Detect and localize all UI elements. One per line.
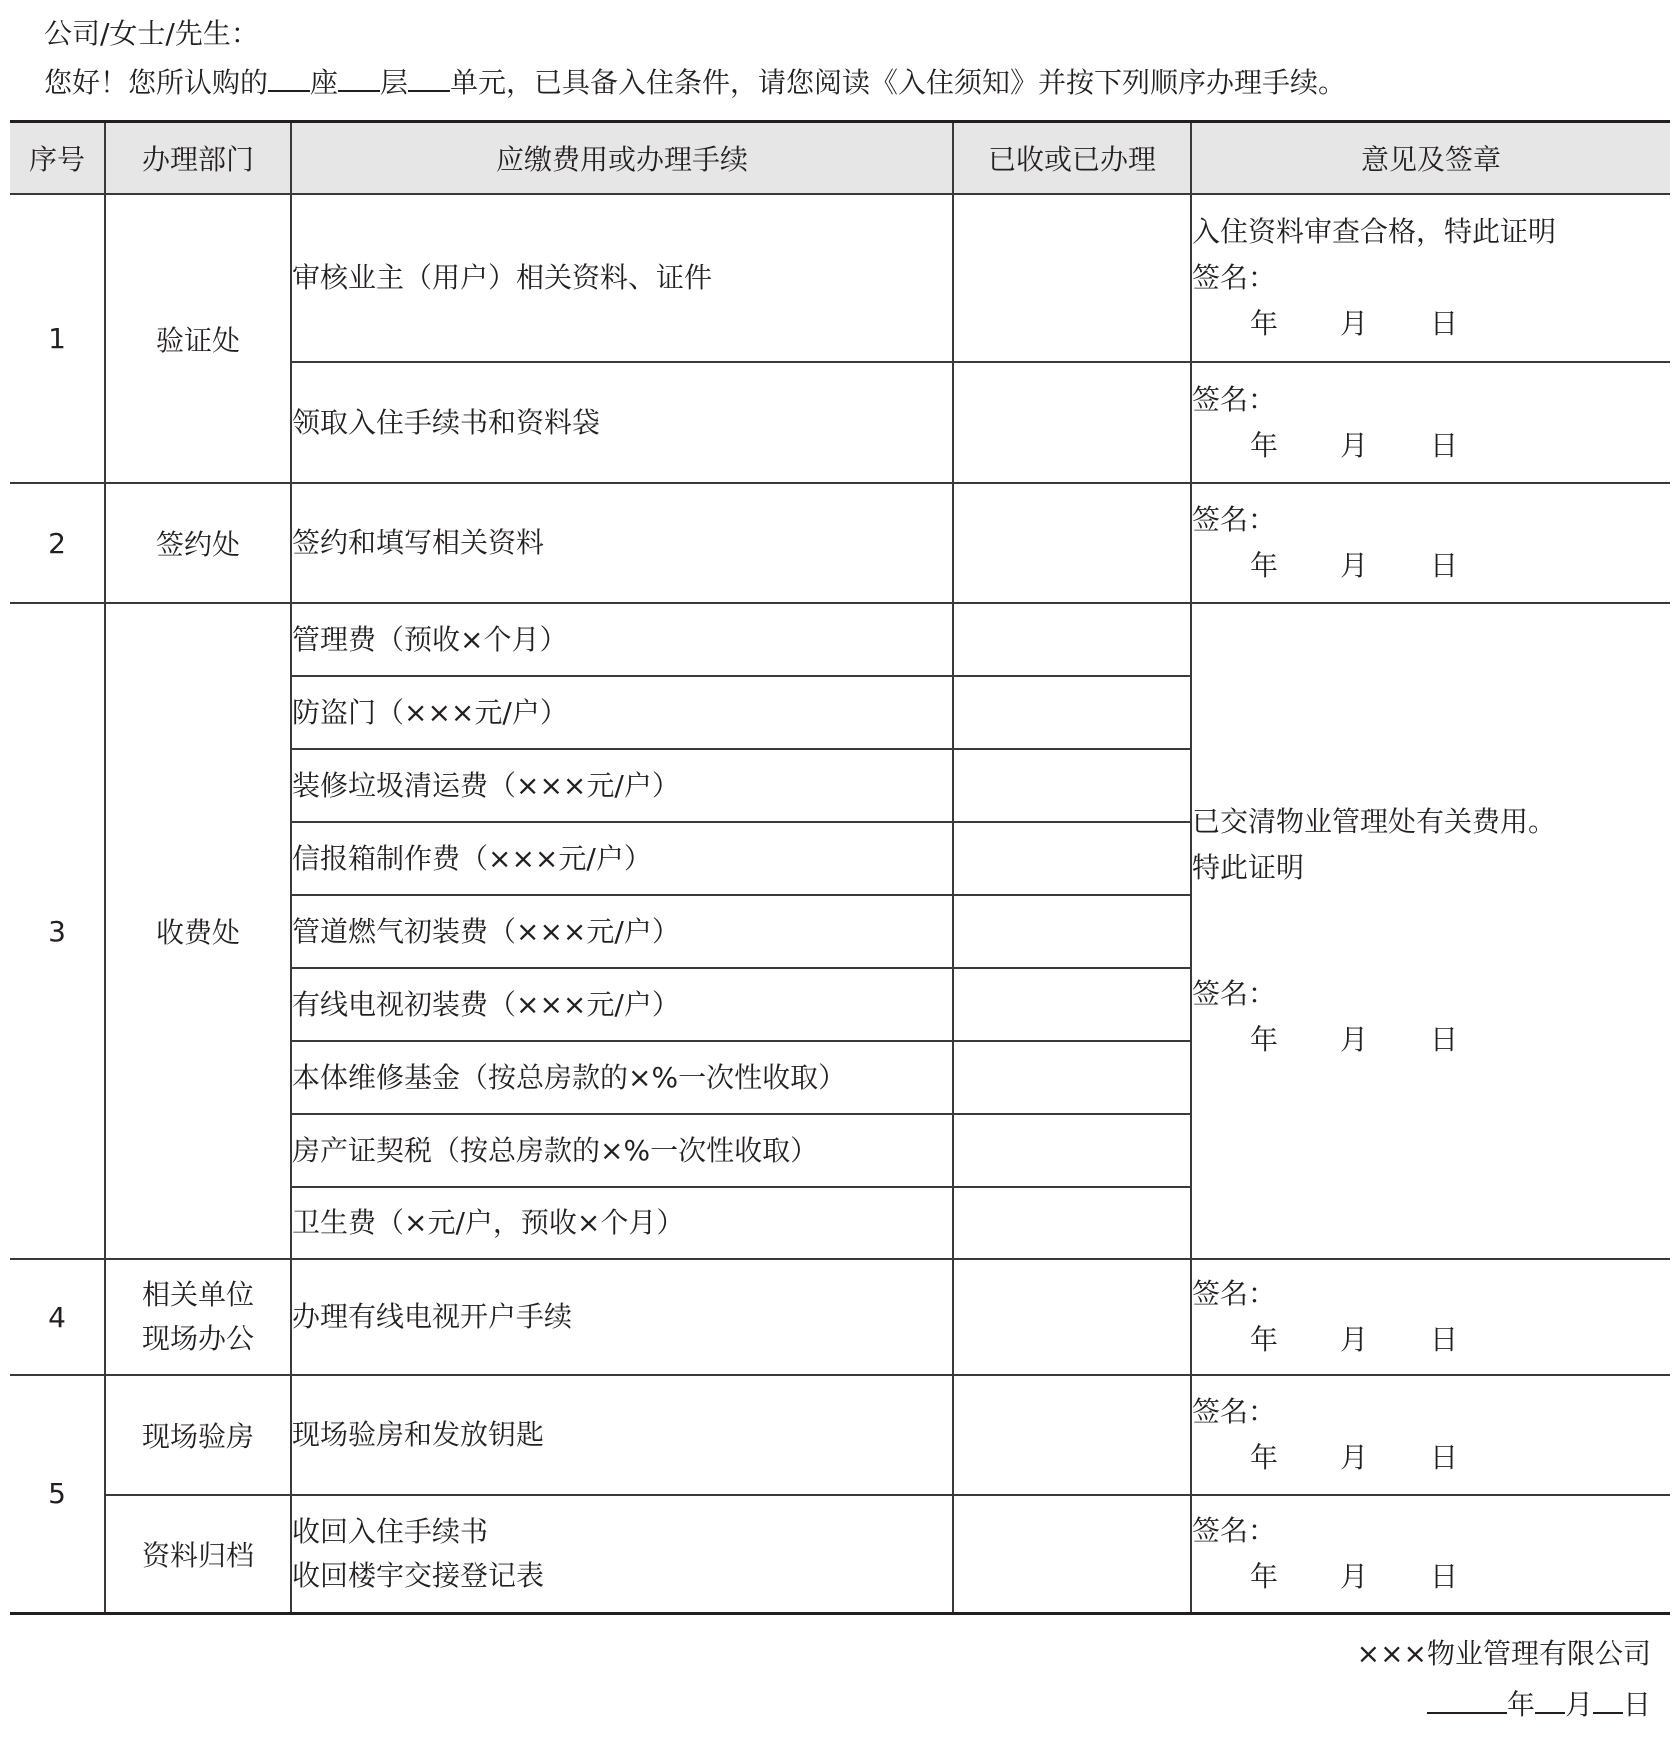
fee-item: 管道燃气初装费（×××元/户） [291, 895, 953, 968]
table-row [10, 1259, 1670, 1375]
unit-blank [408, 64, 450, 92]
row-item: 签约和填写相关资料 [291, 483, 953, 603]
company-name: ×××物业管理有限公司 [1356, 1637, 1651, 1670]
status-cell[interactable] [953, 483, 1191, 603]
fee-item: 管理费（预收×个月） [291, 603, 953, 676]
status-cell[interactable] [953, 676, 1191, 749]
status-cell[interactable] [953, 1259, 1191, 1375]
table-row [10, 194, 1670, 362]
sign-label: 签名： [1192, 1395, 1277, 1428]
date-line: 年 月 日 [1250, 307, 1459, 340]
check-in-procedure-table [10, 120, 1670, 1615]
date-line: 年 月 日 [1250, 1323, 1459, 1356]
opinion-cell[interactable] [1191, 1375, 1670, 1495]
status-cell[interactable] [953, 1041, 1191, 1114]
row-dept: 资料归档 [105, 1495, 291, 1613]
sign-label: 签名： [1192, 1277, 1277, 1310]
opinion-text: 入住资料审查合格，特此证明 [1192, 215, 1557, 248]
sign-label: 签名： [1192, 977, 1277, 1010]
fee-item: 防盗门（×××元/户） [291, 676, 953, 749]
opinion-text: 特此证明 [1192, 851, 1305, 884]
status-cell[interactable] [953, 1187, 1191, 1259]
fee-item: 卫生费（×元/户，预收×个月） [291, 1187, 953, 1259]
header-no: 序号 [10, 122, 105, 195]
opinion-cell[interactable] [1191, 362, 1670, 483]
fee-item: 有线电视初装费（×××元/户） [291, 968, 953, 1041]
status-cell[interactable] [953, 968, 1191, 1041]
row-no: 2 [10, 483, 105, 603]
footer-day: 日 [1622, 1688, 1651, 1721]
row-item: 现场验房和发放钥匙 [291, 1375, 953, 1495]
status-cell[interactable] [953, 895, 1191, 968]
item-line: 收回入住手续书 [292, 1514, 489, 1548]
header-item: 应缴费用或办理手续 [291, 122, 953, 195]
opinion-cell[interactable] [1191, 1495, 1670, 1613]
row-item: 审核业主（用户）相关资料、证件 [291, 194, 953, 362]
opinion-cell[interactable] [1191, 603, 1670, 1259]
footer-date [1427, 1686, 1651, 1723]
row-no: 5 [10, 1375, 105, 1613]
spacer [1192, 891, 1670, 971]
header-status: 已收或已办理 [953, 122, 1191, 195]
status-cell[interactable] [953, 749, 1191, 822]
floor-blank [338, 64, 380, 92]
status-cell[interactable] [953, 1375, 1191, 1495]
sign-label: 签名： [1192, 503, 1277, 536]
building-blank [268, 64, 310, 92]
table-row [10, 483, 1670, 603]
greeting [44, 64, 1346, 101]
header-dept: 办理部门 [105, 122, 291, 195]
dept-line: 相关单位 [141, 1278, 254, 1311]
opinion-cell[interactable] [1191, 1259, 1670, 1375]
opinion-text: 已交清物业管理处有关费用。 [1192, 805, 1557, 838]
row-dept: 验证处 [105, 194, 291, 483]
sign-label: 签名： [1192, 1513, 1277, 1547]
status-cell[interactable] [953, 1114, 1191, 1187]
row-no: 3 [10, 603, 105, 1259]
date-line: 年 月 日 [1250, 1441, 1459, 1474]
row-dept: 现场验房 [105, 1375, 291, 1495]
item-line: 收回楼宇交接登记表 [292, 1558, 545, 1592]
fee-item: 房产证契税（按总房款的×%一次性收取） [291, 1114, 953, 1187]
month-blank [1535, 1686, 1565, 1714]
date-line: 年 月 日 [1250, 428, 1459, 462]
day-blank [1593, 1686, 1623, 1714]
sign-label: 签名： [1192, 382, 1277, 416]
opinion-cell[interactable] [1191, 483, 1670, 603]
date-line: 年 月 日 [1250, 1023, 1459, 1056]
header-row [10, 122, 1670, 195]
dept-line: 现场办公 [141, 1322, 254, 1355]
status-cell[interactable] [953, 822, 1191, 895]
year-blank [1427, 1686, 1507, 1714]
date-line: 年 月 日 [1250, 1559, 1459, 1593]
greeting-text-d: 单元，已具备入住条件，请您阅读《入住须知》并按下列顺序办理手续。 [450, 66, 1347, 99]
date-line: 年 月 日 [1250, 549, 1459, 582]
status-cell[interactable] [953, 194, 1191, 362]
salutation: 公司/女士/先生： [44, 17, 259, 50]
status-cell[interactable] [953, 362, 1191, 483]
footer-year: 年 [1506, 1688, 1535, 1721]
row-item [291, 1495, 953, 1613]
status-cell[interactable] [953, 603, 1191, 676]
row-item: 办理有线电视开户手续 [291, 1259, 953, 1375]
greeting-text-c: 层 [380, 66, 409, 99]
header-opinion: 意见及签章 [1191, 122, 1670, 195]
row-dept [105, 1259, 291, 1375]
footer-month: 月 [1564, 1688, 1593, 1721]
row-dept: 签约处 [105, 483, 291, 603]
row-no: 1 [10, 194, 105, 483]
table-row [10, 1375, 1670, 1495]
greeting-text-a: 您好！您所认购的 [44, 66, 269, 99]
status-cell[interactable] [953, 1495, 1191, 1613]
table-row [10, 1495, 1670, 1613]
row-no: 4 [10, 1259, 105, 1375]
table-row [10, 603, 1670, 676]
fee-item: 装修垃圾清运费（×××元/户） [291, 749, 953, 822]
fee-item: 本体维修基金（按总房款的×%一次性收取） [291, 1041, 953, 1114]
greeting-text-b: 座 [310, 66, 339, 99]
opinion-cell[interactable] [1191, 194, 1670, 362]
row-item: 领取入住手续书和资料袋 [291, 362, 953, 483]
sign-label: 签名： [1192, 261, 1277, 294]
row-dept: 收费处 [105, 603, 291, 1259]
fee-item: 信报箱制作费（×××元/户） [291, 822, 953, 895]
